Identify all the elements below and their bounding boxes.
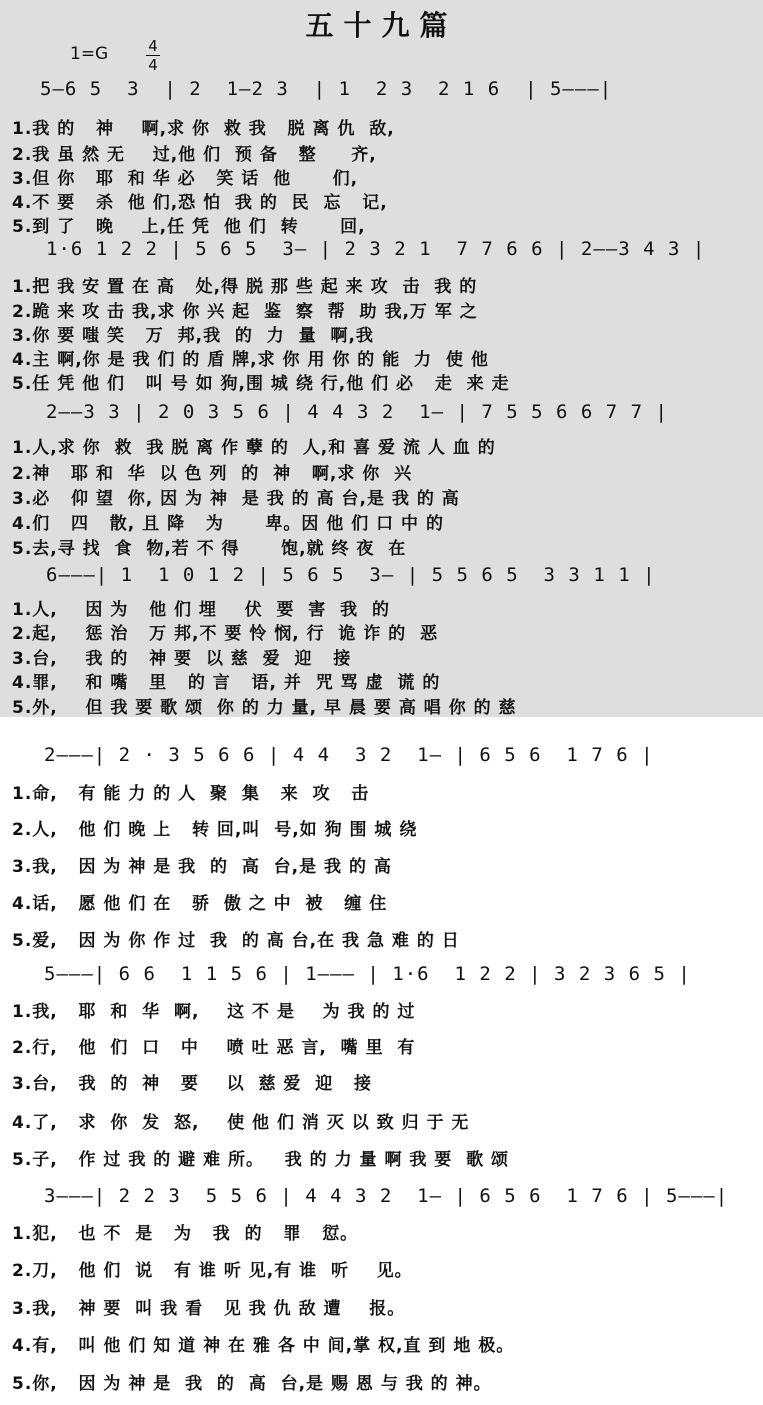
key-signature: 1=G bbox=[70, 44, 109, 64]
lyric-line: 4.们 四 散, 且 降 为 卑。因 他 们 口 中 的 bbox=[12, 514, 444, 534]
lyric-line: 4.有, 叫 他 们 知 道 神 在 雅 各 中 间,掌 权,直 到 地 极。 bbox=[12, 1336, 515, 1356]
lyric-line: 2.神 耶 和 华 以 色 列 的 神 啊,求 你 兴 bbox=[12, 464, 413, 484]
lyric-line: 1.我, 耶 和 华 啊, 这 不 是 为 我 的 过 bbox=[12, 1002, 416, 1022]
meter-bottom: 4 bbox=[148, 56, 158, 74]
lyric-line: 1.犯, 也 不 是 为 我 的 罪 愆。 bbox=[12, 1224, 359, 1244]
lyric-line: 2.跪 来 攻 击 我,求 你 兴 起 鉴 察 帮 助 我,万 军 之 bbox=[12, 302, 478, 322]
lyric-line: 5.爱, 因 为 你 作 过 我 的 高 台,在 我 急 难 的 日 bbox=[12, 931, 460, 951]
notation-line-4: 6———| 1 1 0 1 2 | 5 6 5 3— | 5 5 6 5 3 3 1 1 | bbox=[46, 564, 656, 586]
lyric-line: 2.起, 惩 治 万 邦,不 要 怜 悯, 行 诡 诈 的 恶 bbox=[12, 624, 439, 644]
lyric-line: 1.人,求 你 救 我 脱 离 作 孽 的 人,和 喜 爱 流 人 血 的 bbox=[12, 438, 496, 458]
notation-line-2: 1·6 1 2 2 | 5 6 5 3— | 2 3 2 1 7 7 6 6 | 2——3 4 3 | bbox=[46, 238, 706, 260]
lyric-line: 4.话, 愿 他 们 在 骄 傲 之 中 被 缠 住 bbox=[12, 894, 388, 914]
notation-line-6: 5———| 6 6 1 1 5 6 | 1——— | 1·6 1 2 2 | 3 2 3 6 5 | bbox=[44, 963, 691, 985]
lyric-line: 5.子, 作 过 我 的 避 难 所。 我 的 力 量 啊 我 要 歌 颂 bbox=[12, 1150, 510, 1170]
lyric-line: 1.把 我 安 置 在 高 处,得 脱 那 些 起 来 攻 击 我 的 bbox=[12, 277, 478, 297]
lyric-line: 3.你 要 嗤 笑 万 邦,我 的 力 量 啊,我 bbox=[12, 326, 374, 346]
lyric-line: 3.必 仰 望 你, 因 为 神 是 我 的 高 台,是 我 的 高 bbox=[12, 489, 460, 509]
time-signature bbox=[146, 38, 160, 73]
lyric-line: 3.台, 我 的 神 要 以 慈 爱 迎 接 bbox=[12, 649, 352, 669]
lyric-line: 5.外, 但 我 要 歌 颂 你 的 力 量, 早 晨 要 高 唱 你 的 慈 bbox=[12, 698, 517, 718]
lyric-line: 2.人, 他 们 晚 上 转 回,叫 号,如 狗 围 城 绕 bbox=[12, 820, 418, 840]
notation-line-7: 3———| 2 2 3 5 5 6 | 4 4 3 2 1— | 6 5 6 1 7 6 | 5———| bbox=[44, 1185, 729, 1207]
lyric-line: 3.我, 神 要 叫 我 看 见 我 仇 敌 遭 报。 bbox=[12, 1299, 406, 1319]
lyric-line: 2.行, 他 们 口 中 喷 吐 恶 言, 嘴 里 有 bbox=[12, 1038, 416, 1058]
lyric-line: 4.罪, 和 嘴 里 的 言 语, 并 咒 骂 虚 谎 的 bbox=[12, 673, 441, 693]
hymn-title: 五十九篇 bbox=[305, 9, 458, 42]
notation-line-1: 5—6 5 3 | 2 1—2 3 | 1 2 3 2 1 6 | 5———| bbox=[40, 78, 613, 100]
notation-line-5: 2———| 2 · 3 5 6 6 | 4 4 3 2 1— | 6 5 6 1 7 6 | bbox=[44, 744, 654, 766]
lyric-line: 1.我 的 神 啊,求 你 救 我 脱 离 仇 敌, bbox=[12, 119, 395, 139]
lyric-line: 5.到 了 晚 上,任 凭 他 们 转 回, bbox=[12, 217, 366, 237]
notation-line-3: 2——3 3 | 2 0 3 5 6 | 4 4 3 2 1— | 7 5 5 6 6 7 7 | bbox=[46, 401, 668, 423]
lyric-line: 4.了, 求 你 发 怒, 使 他 们 消 灭 以 致 归 于 无 bbox=[12, 1113, 470, 1133]
lyric-line: 5.去,寻 找 食 物,若 不 得 饱,就 终 夜 在 bbox=[12, 539, 407, 559]
meter-top: 4 bbox=[148, 37, 158, 55]
lyric-line: 3.但 你 耶 和 华 必 笑 话 他 们, bbox=[12, 169, 359, 189]
lyric-line: 2.刀, 他 们 说 有 谁 听 见,有 谁 听 见。 bbox=[12, 1261, 413, 1281]
lyric-line: 5.任 凭 他 们 叫 号 如 狗,围 城 绕 行,他 们 必 走 来 走 bbox=[12, 374, 510, 394]
lyric-line: 3.我, 因 为 神 是 我 的 高 台,是 我 的 高 bbox=[12, 857, 392, 877]
lyric-line: 1.命, 有 能 力 的 人 聚 集 来 攻 击 bbox=[12, 784, 370, 804]
lyric-line: 2.我 虽 然 无 过,他 们 预 备 整 齐, bbox=[12, 145, 377, 165]
lyric-line: 4.不 要 杀 他 们,恐 怕 我 的 民 忘 记, bbox=[12, 193, 388, 213]
lyric-line: 4.主 啊,你 是 我 们 的 盾 牌,求 你 用 你 的 能 力 使 他 bbox=[12, 350, 489, 370]
lyric-line: 3.台, 我 的 神 要 以 慈 爱 迎 接 bbox=[12, 1074, 372, 1094]
lyric-line: 5.你, 因 为 神 是 我 的 高 台,是 赐 恩 与 我 的 神。 bbox=[12, 1374, 492, 1394]
lyric-line: 1.人, 因 为 他 们 埋 伏 要 害 我 的 bbox=[12, 600, 390, 620]
